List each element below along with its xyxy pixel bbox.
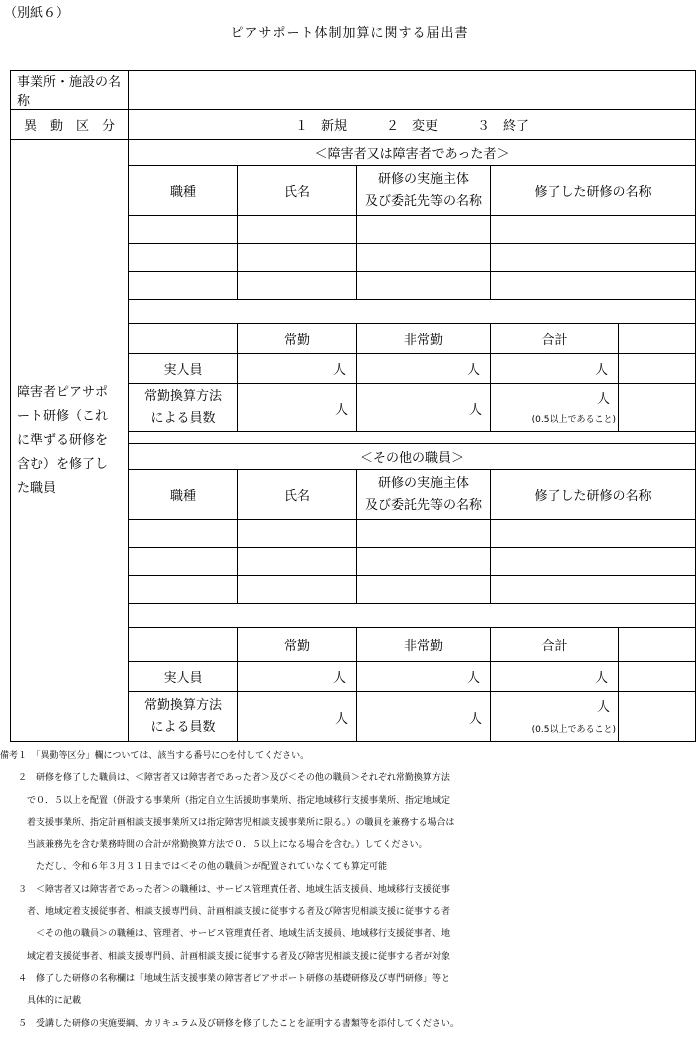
name-cell[interactable] xyxy=(238,272,357,300)
org-cell[interactable] xyxy=(357,520,491,548)
name-cell[interactable] xyxy=(238,548,357,576)
trained-staff-label-line: た職員 xyxy=(17,480,57,496)
training-cell[interactable] xyxy=(491,576,696,604)
name-cell[interactable] xyxy=(238,520,357,548)
col-parttime-header: 非常勤 xyxy=(357,628,491,662)
remark-line: で０．５以上を配置（併設する事業所（指定自立生活援助事業所、指定地域移行支援事業所、指定地域定 xyxy=(0,795,451,806)
col-total-header: 合計 xyxy=(491,324,619,354)
notification-form xyxy=(10,70,696,742)
col-parttime-header: 非常勤 xyxy=(357,324,491,354)
unit-label: 人 xyxy=(334,711,348,727)
job-cell[interactable] xyxy=(129,520,238,548)
trained-staff-label-line: 障害者ピアサポ xyxy=(17,384,109,400)
remark-line: ４ 修了した研修の名称欄は「地域生活支援事業の障害者ピアサポート研修の基礎研修及び専門研修」等と xyxy=(0,973,451,984)
remark-line: 域定着支援従事者、相談支援専門員、計画相談支援に従事する者及び障害児相談支援に従事する者が対象 xyxy=(0,951,451,962)
job-cell[interactable] xyxy=(129,272,238,300)
name-cell[interactable] xyxy=(238,244,357,272)
fte-total-cell[interactable] xyxy=(491,384,619,432)
col-fulltime-header: 常勤 xyxy=(238,628,357,662)
name-cell[interactable] xyxy=(238,576,357,604)
unit-label: 人 xyxy=(334,402,348,418)
col-job-header: 職種 xyxy=(129,470,238,520)
actual-fulltime-unit[interactable]: 人 xyxy=(238,662,357,692)
col-org-header-line1: 研修の実施主体 xyxy=(377,475,469,491)
col-total-header: 合計 xyxy=(491,628,619,662)
unit-label: 人 xyxy=(468,402,482,418)
fte-label xyxy=(129,384,238,432)
fte-parttime-cell[interactable] xyxy=(357,384,491,432)
actual-parttime-unit[interactable]: 人 xyxy=(357,354,491,384)
fte-label-line1: 常勤換算方法 xyxy=(143,388,222,404)
remark-line: ２ 研修を修了した職員は、＜障害者又は障害者であった者＞及び＜その他の職員＞それぞれ常勤換算方法 xyxy=(0,773,450,784)
remark-line: 備考１ 「異動等区分」欄については、該当する番号に○を付してください。 xyxy=(0,751,310,761)
training-cell[interactable] xyxy=(491,216,696,244)
trained-staff-label-line: 含む）を修了し xyxy=(17,456,109,472)
count-extra-cell xyxy=(619,692,696,742)
fte-fulltime-cell[interactable] xyxy=(238,692,357,742)
col-org-header xyxy=(357,470,491,520)
unit-label: 人 xyxy=(596,700,610,715)
office-name-label: 事業所・施設の名称 xyxy=(11,71,129,110)
count-extra-cell xyxy=(619,662,696,692)
section-other-title: ＜その他の職員＞ xyxy=(129,444,696,470)
job-cell[interactable] xyxy=(129,216,238,244)
col-job-header: 職種 xyxy=(129,166,238,216)
job-cell[interactable] xyxy=(129,548,238,576)
org-cell[interactable] xyxy=(357,576,491,604)
fte-label-line1: 常勤換算方法 xyxy=(143,697,222,713)
org-cell[interactable] xyxy=(357,244,491,272)
count-blank-cell xyxy=(129,324,238,354)
training-cell[interactable] xyxy=(491,548,696,576)
col-training-header: 修了した研修の名称 xyxy=(491,470,696,520)
fte-fulltime-cell[interactable] xyxy=(238,384,357,432)
remark-line: ３ ＜障害者又は障害者であった者＞の職種は、サービス管理責任者、地域生活支援員、地域移行支援従事 xyxy=(0,884,450,895)
unit-label: 人 xyxy=(468,711,482,727)
actual-headcount-label: 実人員 xyxy=(129,662,238,692)
actual-total-unit[interactable]: 人 xyxy=(491,354,619,384)
fte-label-line2: による員数 xyxy=(150,410,216,426)
fte-label xyxy=(129,692,238,742)
spacer-row xyxy=(129,604,696,628)
remarks xyxy=(0,745,699,1035)
remark-line: ただし、令和６年３月３１日までは＜その他の職員＞が配置されていなくても算定可能 xyxy=(0,862,388,873)
job-cell[interactable] xyxy=(129,576,238,604)
org-cell[interactable] xyxy=(357,216,491,244)
count-extra-cell xyxy=(619,354,696,384)
fte-total-cell[interactable] xyxy=(491,692,619,742)
fte-requirement-note: (0.5以上であること) xyxy=(531,415,616,425)
fte-label-line2: による員数 xyxy=(150,719,216,735)
training-cell[interactable] xyxy=(491,244,696,272)
office-name-field[interactable] xyxy=(129,71,696,110)
org-cell[interactable] xyxy=(357,272,491,300)
col-org-header-line2: 及び委託先等の名称 xyxy=(364,497,482,513)
col-fulltime-header: 常勤 xyxy=(238,324,357,354)
col-org-header-line1: 研修の実施主体 xyxy=(377,171,469,187)
spacer-row xyxy=(129,432,696,444)
training-cell[interactable] xyxy=(491,520,696,548)
change-category-label: 異 動 区 分 xyxy=(11,110,129,140)
count-extra-cell xyxy=(619,324,696,354)
remark-line: 当該兼務先を含む業務時間の合計が常勤換算方法で０．５以上になる場合を含む。）してください。 xyxy=(0,840,428,851)
fte-requirement-note: (0.5以上であること) xyxy=(531,725,616,735)
unit-label: 人 xyxy=(596,392,610,407)
col-name-header: 氏名 xyxy=(238,470,357,520)
actual-headcount-label: 実人員 xyxy=(129,354,238,384)
annex-label: （別紙６） xyxy=(4,6,70,21)
form-title: ピアサポート体制加算に関する届出書 xyxy=(230,26,469,41)
remark-line: ＜その他の職員＞の職種は、管理者、サービス管理責任者、地域生活支援員、地域移行支援従事者、地 xyxy=(0,929,451,940)
count-extra-cell xyxy=(619,384,696,432)
training-cell[interactable] xyxy=(491,272,696,300)
change-category-options[interactable]: １ 新規 ２ 変更 ３ 終了 xyxy=(129,110,696,140)
col-training-header: 修了した研修の名称 xyxy=(491,166,696,216)
name-cell[interactable] xyxy=(238,216,357,244)
remark-line: 着支援事業所、指定計画相談支援事業所又は指定障害児相談支援事業所に限る。）の職員を兼務する場合は xyxy=(0,817,455,828)
col-org-header-line2: 及び委託先等の名称 xyxy=(364,193,482,209)
fte-parttime-cell[interactable] xyxy=(357,692,491,742)
count-extra-cell xyxy=(619,628,696,662)
actual-parttime-unit[interactable]: 人 xyxy=(357,662,491,692)
remark-line: 者、地域定着支援従事者、相談支援専門員、計画相談支援に従事する者及び障害児相談支援に従事する者 xyxy=(0,907,451,918)
count-blank-cell xyxy=(129,628,238,662)
col-org-header xyxy=(357,166,491,216)
trained-staff-label xyxy=(11,140,129,742)
col-name-header: 氏名 xyxy=(238,166,357,216)
trained-staff-label-line: に準ずる研修を xyxy=(17,432,109,448)
job-cell[interactable] xyxy=(129,244,238,272)
remark-line: ５ 受講した研修の実施要綱、カリキュラム及び研修を修了したことを証明する書類等を添付してください。 xyxy=(0,1018,459,1029)
actual-total-unit[interactable]: 人 xyxy=(491,662,619,692)
actual-fulltime-unit[interactable]: 人 xyxy=(238,354,357,384)
org-cell[interactable] xyxy=(357,548,491,576)
spacer-row xyxy=(129,300,696,324)
section-peer-title: ＜障害者又は障害者であった者＞ xyxy=(129,140,696,166)
trained-staff-label-line: ート研修（これ xyxy=(17,408,109,424)
remark-line: 具体的に記載 xyxy=(0,996,82,1007)
